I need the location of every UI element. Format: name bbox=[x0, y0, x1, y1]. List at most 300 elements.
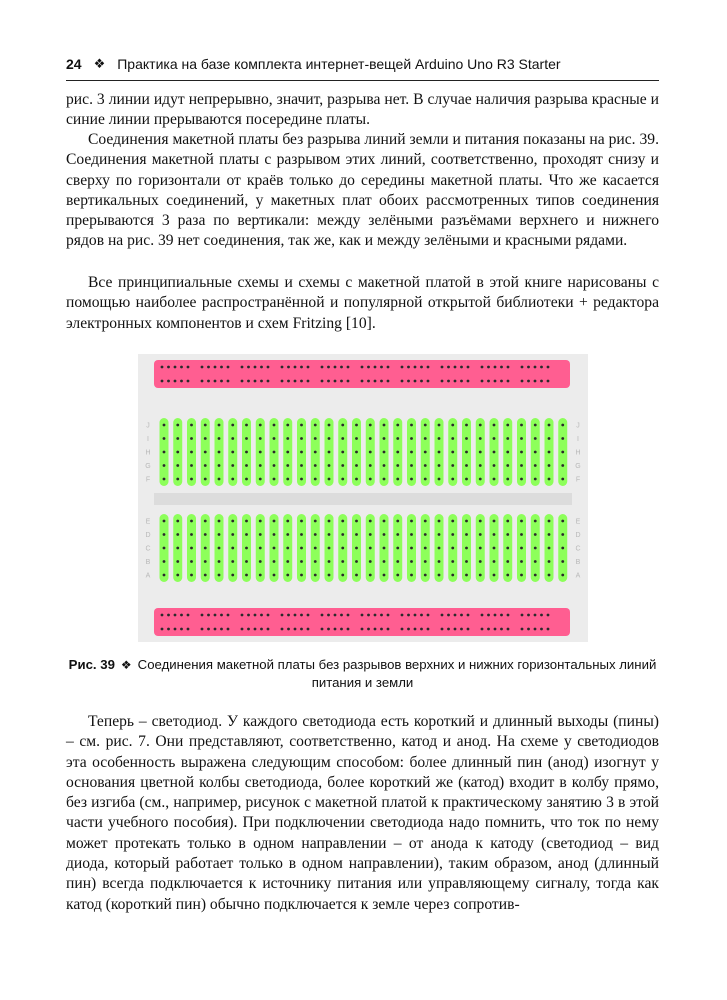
rail-hole bbox=[307, 614, 310, 617]
rail-hole bbox=[387, 614, 390, 617]
rail-hole bbox=[534, 614, 537, 617]
terminal-hole bbox=[369, 451, 372, 454]
terminal-hole bbox=[520, 560, 523, 563]
rail-hole bbox=[327, 614, 330, 617]
terminal-hole bbox=[204, 424, 207, 427]
terminal-hole bbox=[410, 574, 413, 577]
terminal-hole bbox=[479, 547, 482, 550]
header-separator-icon: ❖ bbox=[93, 56, 106, 71]
terminal-hole bbox=[561, 574, 564, 577]
terminal-hole bbox=[479, 451, 482, 454]
terminal-hole bbox=[190, 451, 193, 454]
terminal-hole bbox=[438, 574, 441, 577]
rail-hole bbox=[407, 614, 410, 617]
terminal-hole bbox=[300, 574, 303, 577]
terminal-hole bbox=[451, 547, 454, 550]
terminal-hole bbox=[493, 520, 496, 523]
terminal-hole bbox=[259, 451, 262, 454]
bottom-power-rail bbox=[154, 608, 570, 636]
rail-hole bbox=[167, 614, 170, 617]
rail-hole bbox=[454, 628, 457, 631]
terminal-hole bbox=[479, 424, 482, 427]
terminal-hole bbox=[424, 520, 427, 523]
terminal-hole bbox=[355, 574, 358, 577]
rail-hole bbox=[361, 380, 364, 383]
rail-hole bbox=[247, 380, 250, 383]
rail-hole bbox=[327, 380, 330, 383]
rail-hole bbox=[527, 614, 530, 617]
rail-hole bbox=[247, 614, 250, 617]
terminal-hole bbox=[300, 520, 303, 523]
terminal-hole bbox=[548, 464, 551, 467]
rail-hole bbox=[347, 366, 350, 369]
terminal-hole bbox=[286, 520, 289, 523]
terminal-hole bbox=[548, 478, 551, 481]
terminal-hole bbox=[369, 547, 372, 550]
terminal-hole bbox=[355, 520, 358, 523]
rail-hole bbox=[454, 366, 457, 369]
terminal-hole bbox=[438, 464, 441, 467]
rail-hole bbox=[374, 380, 377, 383]
terminal-hole bbox=[355, 424, 358, 427]
rail-hole bbox=[527, 366, 530, 369]
terminal-hole bbox=[245, 533, 248, 536]
rail-hole bbox=[187, 614, 190, 617]
terminal-hole bbox=[163, 547, 166, 550]
rail-hole bbox=[347, 614, 350, 617]
rail-hole bbox=[454, 614, 457, 617]
terminal-hole bbox=[204, 560, 207, 563]
terminal-hole bbox=[218, 424, 221, 427]
terminal-hole bbox=[231, 451, 234, 454]
terminal-hole bbox=[369, 478, 372, 481]
terminal-hole bbox=[245, 520, 248, 523]
terminal-hole bbox=[341, 451, 344, 454]
rail-hole bbox=[281, 366, 284, 369]
rail-hole bbox=[367, 380, 370, 383]
rail-hole bbox=[260, 628, 263, 631]
terminal-hole bbox=[273, 520, 276, 523]
rail-hole bbox=[547, 614, 550, 617]
rail-hole bbox=[334, 628, 337, 631]
terminal-hole bbox=[369, 464, 372, 467]
terminal-hole bbox=[438, 520, 441, 523]
terminal-hole bbox=[341, 547, 344, 550]
terminal-hole bbox=[534, 451, 537, 454]
rail-hole bbox=[481, 628, 484, 631]
rail-hole bbox=[167, 380, 170, 383]
terminal-hole bbox=[163, 424, 166, 427]
paragraph-1: рис. 3 линии идут непрерывно, значит, разрыва нет. В случае наличия разрыва красные и синие линии прерываются посередине платы. bbox=[66, 91, 659, 129]
terminal-hole bbox=[176, 464, 179, 467]
terminal-hole bbox=[465, 437, 468, 440]
terminal-hole bbox=[286, 574, 289, 577]
rail-hole bbox=[427, 614, 430, 617]
rail-hole bbox=[527, 628, 530, 631]
rail-hole bbox=[380, 366, 383, 369]
rail-hole bbox=[267, 628, 270, 631]
terminal-hole bbox=[369, 520, 372, 523]
paragraph-2: Соединения макетной платы без разрыва линий земли и питания показаны на рис. 39. Соединения макетной платы с разрывом этих линий, соответственно, проходят снизу и сверху по горизонтали от краёв только до середины макетной платы. Что же касается вертикальных соединений, у макетных плат обоих рассмотренных типов соединения прерываются 3 раза по вертикали: между зелёными разъёмами верхнего и нижнего рядов на рис. 39 нет соединения, так же, как и между зелёными и красными рядами. bbox=[66, 131, 659, 250]
terminal-hole bbox=[561, 478, 564, 481]
rail-hole bbox=[401, 380, 404, 383]
terminal-hole bbox=[465, 424, 468, 427]
rail-hole bbox=[214, 628, 217, 631]
rail-hole bbox=[460, 628, 463, 631]
terminal-hole bbox=[163, 451, 166, 454]
terminal-hole bbox=[259, 520, 262, 523]
rail-hole bbox=[174, 380, 177, 383]
terminal-hole bbox=[245, 424, 248, 427]
terminal-hole bbox=[314, 520, 317, 523]
terminal-hole bbox=[410, 437, 413, 440]
rail-hole bbox=[294, 614, 297, 617]
rail-hole bbox=[401, 614, 404, 617]
terminal-hole bbox=[465, 547, 468, 550]
terminal-hole bbox=[286, 464, 289, 467]
running-title: Практика на базе комплекта интернет-вещей Arduino Uno R3 Starter bbox=[117, 56, 561, 72]
rail-hole bbox=[481, 366, 484, 369]
rail-hole bbox=[380, 628, 383, 631]
terminal-hole bbox=[493, 478, 496, 481]
terminal-hole bbox=[479, 464, 482, 467]
terminal-hole bbox=[245, 547, 248, 550]
row-letter: C bbox=[575, 545, 581, 553]
row-letter: C bbox=[145, 545, 151, 553]
rail-hole bbox=[387, 380, 390, 383]
terminal-hole bbox=[190, 478, 193, 481]
terminal-hole bbox=[355, 437, 358, 440]
rail-hole bbox=[254, 366, 257, 369]
terminal-hole bbox=[561, 464, 564, 467]
terminal-hole bbox=[548, 574, 551, 577]
terminal-hole bbox=[300, 451, 303, 454]
rail-hole bbox=[467, 380, 470, 383]
terminal-hole bbox=[190, 424, 193, 427]
terminal-hole bbox=[204, 533, 207, 536]
terminal-hole bbox=[479, 560, 482, 563]
terminal-hole bbox=[383, 451, 386, 454]
terminal-hole bbox=[300, 478, 303, 481]
rail-hole bbox=[347, 628, 350, 631]
rail-hole bbox=[207, 628, 210, 631]
rail-hole bbox=[507, 614, 510, 617]
rail-hole bbox=[267, 380, 270, 383]
terminal-hole bbox=[286, 451, 289, 454]
rail-hole bbox=[540, 366, 543, 369]
terminal-hole bbox=[245, 560, 248, 563]
terminal-hole bbox=[355, 533, 358, 536]
rail-hole bbox=[260, 614, 263, 617]
rail-hole bbox=[174, 614, 177, 617]
row-letter: D bbox=[575, 532, 581, 539]
terminal-hole bbox=[231, 574, 234, 577]
rail-hole bbox=[347, 380, 350, 383]
terminal-hole bbox=[369, 574, 372, 577]
rail-hole bbox=[420, 614, 423, 617]
rail-hole bbox=[161, 614, 164, 617]
terminal-hole bbox=[231, 478, 234, 481]
rail-hole bbox=[214, 614, 217, 617]
figure-caption bbox=[66, 656, 659, 692]
terminal-hole bbox=[163, 478, 166, 481]
terminal-hole bbox=[204, 574, 207, 577]
terminal-hole bbox=[176, 533, 179, 536]
terminal-hole bbox=[300, 464, 303, 467]
terminal-hole bbox=[300, 424, 303, 427]
rail-hole bbox=[321, 614, 324, 617]
terminal-hole bbox=[231, 520, 234, 523]
terminal-hole bbox=[218, 451, 221, 454]
row-letter: A bbox=[575, 572, 581, 580]
terminal-hole bbox=[493, 560, 496, 563]
terminal-hole bbox=[176, 451, 179, 454]
terminal-hole bbox=[424, 478, 427, 481]
rail-hole bbox=[334, 614, 337, 617]
rail-hole bbox=[300, 366, 303, 369]
terminal-hole bbox=[383, 560, 386, 563]
terminal-hole bbox=[506, 437, 509, 440]
rail-hole bbox=[300, 614, 303, 617]
rail-hole bbox=[207, 380, 210, 383]
terminal-hole bbox=[231, 424, 234, 427]
rail-hole bbox=[220, 380, 223, 383]
terminal-hole bbox=[520, 424, 523, 427]
rail-hole bbox=[241, 366, 244, 369]
terminal-hole bbox=[506, 478, 509, 481]
terminal-hole bbox=[493, 547, 496, 550]
terminal-hole bbox=[506, 451, 509, 454]
terminal-hole bbox=[465, 533, 468, 536]
terminal-hole bbox=[520, 437, 523, 440]
terminal-hole bbox=[190, 547, 193, 550]
rail-hole bbox=[247, 628, 250, 631]
rail-hole bbox=[521, 614, 524, 617]
terminal-hole bbox=[396, 478, 399, 481]
rail-hole bbox=[321, 628, 324, 631]
rail-hole bbox=[500, 380, 503, 383]
terminal-hole bbox=[424, 547, 427, 550]
terminal-hole bbox=[506, 547, 509, 550]
row-letter: B bbox=[575, 559, 581, 566]
rail-hole bbox=[254, 614, 257, 617]
rail-hole bbox=[401, 628, 404, 631]
terminal-hole bbox=[561, 424, 564, 427]
terminal-hole bbox=[506, 533, 509, 536]
terminal-hole bbox=[396, 574, 399, 577]
rail-hole bbox=[460, 380, 463, 383]
terminal-hole bbox=[424, 533, 427, 536]
rail-hole bbox=[387, 366, 390, 369]
terminal-hole bbox=[190, 520, 193, 523]
rail-hole bbox=[207, 614, 210, 617]
rail-hole bbox=[327, 366, 330, 369]
terminal-hole bbox=[355, 478, 358, 481]
terminal-hole bbox=[273, 464, 276, 467]
terminal-hole bbox=[396, 547, 399, 550]
terminal-hole bbox=[561, 437, 564, 440]
terminal-hole bbox=[383, 520, 386, 523]
rail-hole bbox=[547, 380, 550, 383]
row-letter: F bbox=[575, 476, 581, 484]
terminal-hole bbox=[273, 560, 276, 563]
rail-hole bbox=[220, 366, 223, 369]
rail-hole bbox=[307, 380, 310, 383]
terminal-hole bbox=[396, 437, 399, 440]
caption-label: Рис. 39 bbox=[68, 657, 115, 672]
terminal-hole bbox=[328, 533, 331, 536]
terminal-hole bbox=[341, 560, 344, 563]
rail-hole bbox=[227, 628, 230, 631]
terminal-hole bbox=[176, 574, 179, 577]
terminal-hole bbox=[314, 424, 317, 427]
rail-hole bbox=[447, 628, 450, 631]
rail-hole bbox=[201, 628, 204, 631]
rail-hole bbox=[441, 614, 444, 617]
page-header bbox=[66, 56, 659, 81]
rail-hole bbox=[180, 628, 183, 631]
terminal-hole bbox=[465, 478, 468, 481]
terminal-hole bbox=[273, 424, 276, 427]
rail-hole bbox=[407, 366, 410, 369]
terminal-hole bbox=[204, 451, 207, 454]
terminal-hole bbox=[328, 424, 331, 427]
terminal-hole bbox=[383, 478, 386, 481]
center-channel bbox=[154, 493, 572, 505]
terminal-hole bbox=[286, 437, 289, 440]
terminal-hole bbox=[520, 464, 523, 467]
rail-hole bbox=[361, 614, 364, 617]
terminal-hole bbox=[341, 533, 344, 536]
rail-hole bbox=[361, 628, 364, 631]
terminal-hole bbox=[410, 533, 413, 536]
terminal-hole bbox=[369, 560, 372, 563]
terminal-hole bbox=[259, 424, 262, 427]
rail-hole bbox=[547, 628, 550, 631]
terminal-hole bbox=[286, 560, 289, 563]
rail-hole bbox=[281, 628, 284, 631]
row-letter: J bbox=[576, 422, 580, 430]
rail-hole bbox=[367, 366, 370, 369]
rail-hole bbox=[460, 366, 463, 369]
terminal-hole bbox=[396, 560, 399, 563]
terminal-hole bbox=[534, 560, 537, 563]
terminal-hole bbox=[410, 464, 413, 467]
terminal-hole bbox=[438, 437, 441, 440]
caption-separator-icon: ❖ bbox=[120, 658, 132, 672]
terminal-hole bbox=[438, 560, 441, 563]
terminal-hole bbox=[273, 478, 276, 481]
terminal-hole bbox=[273, 547, 276, 550]
terminal-hole bbox=[163, 520, 166, 523]
terminal-hole bbox=[163, 574, 166, 577]
rail-hole bbox=[507, 366, 510, 369]
terminal-hole bbox=[410, 560, 413, 563]
rail-hole bbox=[227, 366, 230, 369]
terminal-hole bbox=[176, 547, 179, 550]
terminal-hole bbox=[273, 533, 276, 536]
terminal-hole bbox=[493, 533, 496, 536]
terminal-hole bbox=[231, 464, 234, 467]
rail-hole bbox=[487, 366, 490, 369]
rail-hole bbox=[374, 614, 377, 617]
breadboard-illustration bbox=[138, 354, 588, 642]
terminal-hole bbox=[520, 533, 523, 536]
rail-hole bbox=[414, 628, 417, 631]
rail-hole bbox=[281, 380, 284, 383]
terminal-hole bbox=[341, 520, 344, 523]
row-letter: I bbox=[147, 436, 149, 443]
terminal-hole bbox=[300, 437, 303, 440]
rail-hole bbox=[420, 380, 423, 383]
row-letter: G bbox=[145, 463, 151, 470]
rail-hole bbox=[340, 380, 343, 383]
rail-hole bbox=[201, 380, 204, 383]
terminal-hole bbox=[465, 560, 468, 563]
terminal-hole bbox=[245, 437, 248, 440]
rail-hole bbox=[420, 628, 423, 631]
rail-hole bbox=[340, 628, 343, 631]
terminal-hole bbox=[314, 574, 317, 577]
rail-hole bbox=[500, 628, 503, 631]
paragraph-3: Все принципиальные схемы и схемы с макетной платой в этой книге нарисованы с помощью наиболее распространённой и популярной открытой библиотеки + редактора электронных компонентов и схем Fritzing [10]. bbox=[66, 274, 659, 332]
terminal-hole bbox=[273, 437, 276, 440]
terminal-hole bbox=[328, 464, 331, 467]
terminal-hole bbox=[396, 451, 399, 454]
terminal-hole bbox=[479, 478, 482, 481]
rail-hole bbox=[441, 628, 444, 631]
rail-hole bbox=[447, 614, 450, 617]
terminal-hole bbox=[286, 533, 289, 536]
row-letter: E bbox=[145, 518, 151, 526]
rail-hole bbox=[414, 380, 417, 383]
terminal-hole bbox=[314, 560, 317, 563]
terminal-hole bbox=[520, 478, 523, 481]
rail-hole bbox=[427, 380, 430, 383]
terminal-hole bbox=[355, 560, 358, 563]
terminal-hole bbox=[506, 574, 509, 577]
rail-hole bbox=[180, 366, 183, 369]
terminal-hole bbox=[163, 464, 166, 467]
rail-hole bbox=[380, 380, 383, 383]
rail-hole bbox=[187, 380, 190, 383]
rail-hole bbox=[374, 628, 377, 631]
rail-hole bbox=[374, 366, 377, 369]
terminal-hole bbox=[245, 451, 248, 454]
terminal-hole bbox=[190, 437, 193, 440]
rail-hole bbox=[527, 380, 530, 383]
terminal-hole bbox=[341, 424, 344, 427]
terminal-hole bbox=[231, 547, 234, 550]
terminal-hole bbox=[190, 560, 193, 563]
terminal-hole bbox=[231, 437, 234, 440]
terminal-hole bbox=[259, 437, 262, 440]
rail-hole bbox=[494, 628, 497, 631]
terminal-hole bbox=[548, 547, 551, 550]
terminal-hole bbox=[328, 560, 331, 563]
rail-hole bbox=[534, 380, 537, 383]
terminal-hole bbox=[218, 560, 221, 563]
terminal-hole bbox=[218, 547, 221, 550]
terminal-hole bbox=[218, 520, 221, 523]
rail-hole bbox=[334, 366, 337, 369]
terminal-hole bbox=[465, 574, 468, 577]
terminal-hole bbox=[451, 574, 454, 577]
terminal-hole bbox=[383, 574, 386, 577]
terminal-hole bbox=[479, 437, 482, 440]
terminal-hole bbox=[506, 520, 509, 523]
rail-hole bbox=[380, 614, 383, 617]
